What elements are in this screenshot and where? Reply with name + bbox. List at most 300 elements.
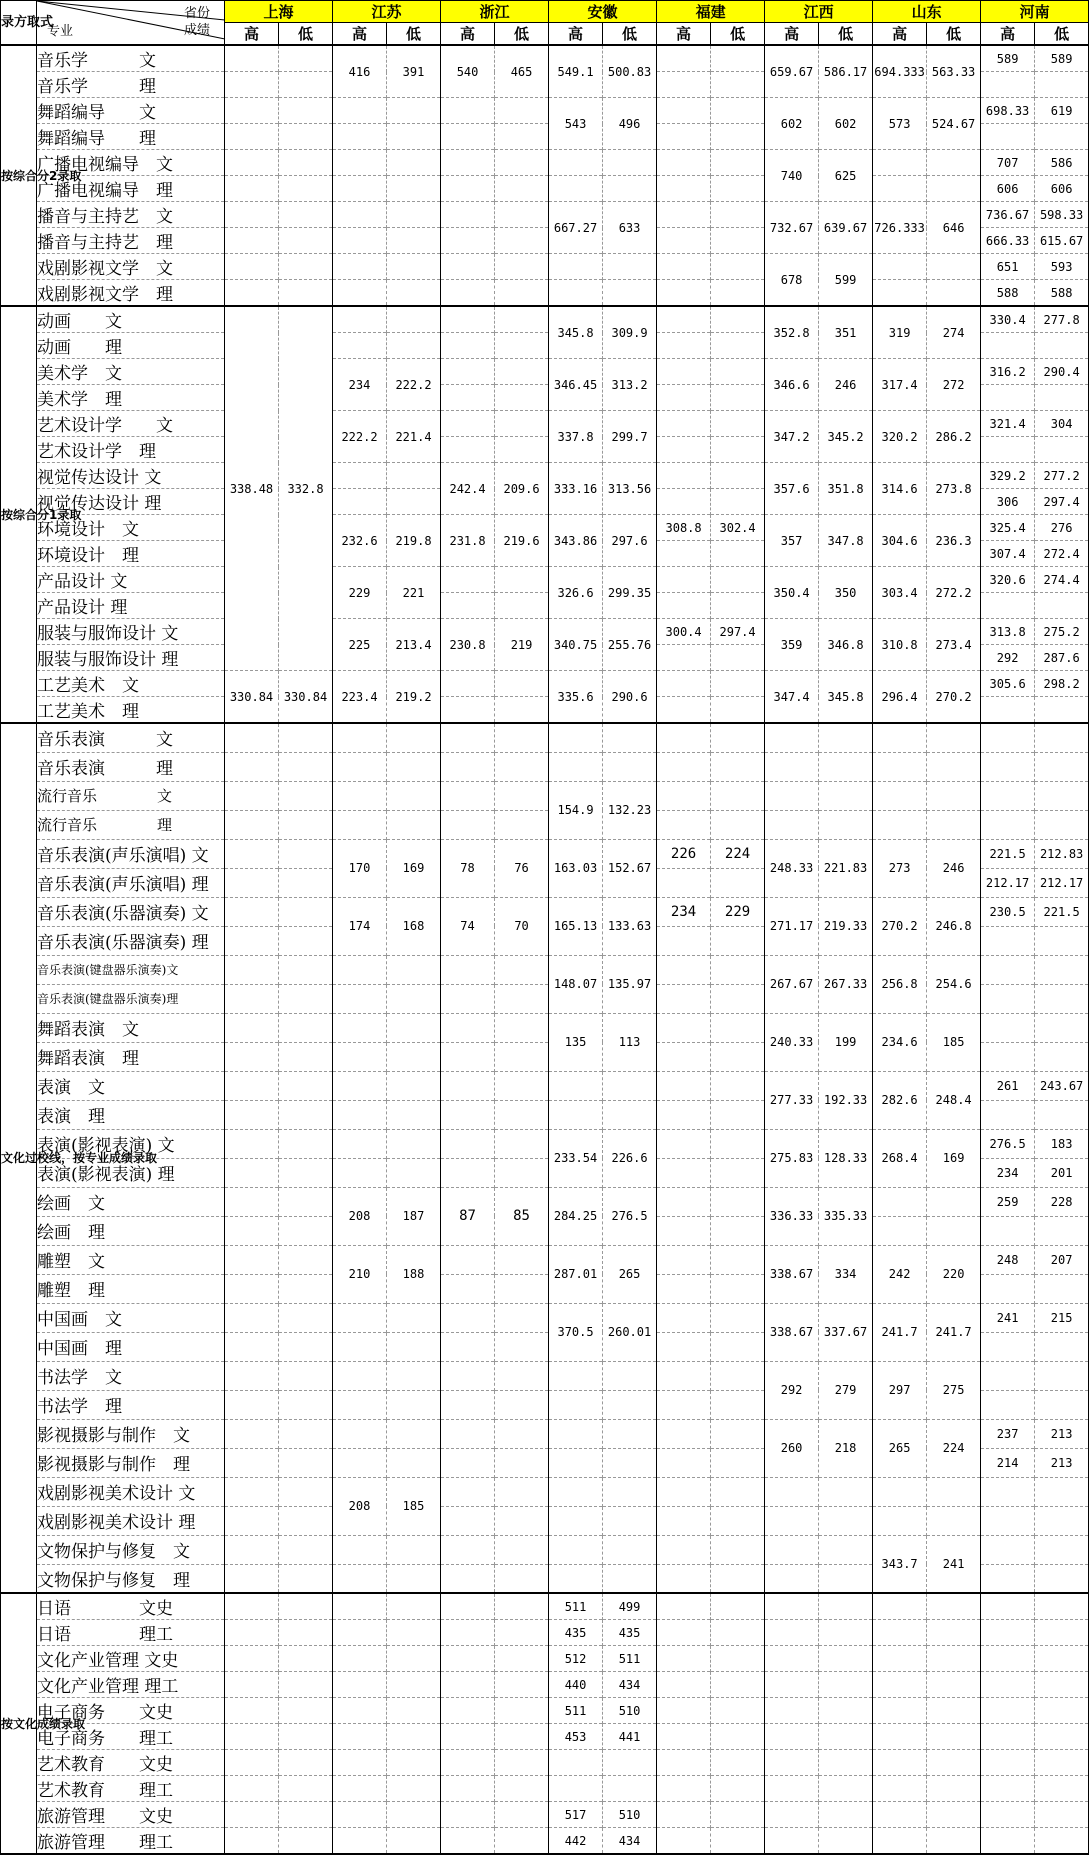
empty-cell	[819, 1620, 873, 1646]
empty-cell	[1035, 1646, 1089, 1672]
admission-mode-cell: 按文化成绩录取	[1, 1593, 37, 1854]
score-cell: 277.2	[1035, 463, 1089, 489]
major-name: 动画 理	[37, 333, 225, 359]
empty-cell	[225, 1303, 279, 1332]
major-name: 服装与服饰设计 理	[37, 645, 225, 671]
empty-cell	[549, 1100, 603, 1129]
empty-cell	[333, 1593, 387, 1620]
empty-cell	[387, 810, 441, 839]
empty-cell	[387, 1129, 441, 1158]
empty-cell	[819, 1776, 873, 1802]
empty-cell	[225, 150, 279, 176]
score-cell: 260.01	[603, 1303, 657, 1361]
empty-cell	[549, 254, 603, 280]
empty-cell	[819, 1672, 873, 1698]
empty-cell	[333, 984, 387, 1013]
empty-cell	[441, 359, 495, 385]
empty-cell	[387, 1802, 441, 1828]
empty-cell	[603, 1361, 657, 1390]
empty-cell	[225, 1332, 279, 1361]
empty-cell	[333, 752, 387, 781]
empty-cell	[711, 868, 765, 897]
empty-cell	[387, 1042, 441, 1071]
score-cell: 314.6	[873, 463, 927, 515]
empty-cell	[225, 72, 279, 98]
empty-cell	[927, 1593, 981, 1620]
empty-cell	[981, 1042, 1035, 1071]
empty-cell	[711, 955, 765, 984]
score-cell: 221.83	[819, 839, 873, 897]
score-cell: 726.333	[873, 202, 927, 254]
empty-cell	[657, 1672, 711, 1698]
score-cell: 343.7	[873, 1535, 927, 1593]
low-label: 低	[603, 23, 657, 46]
score-cell: 589	[1035, 45, 1089, 72]
major-name: 中国画 文	[37, 1303, 225, 1332]
major-name: 音乐学 文	[37, 45, 225, 72]
empty-cell	[225, 1535, 279, 1564]
empty-cell	[819, 1564, 873, 1593]
score-cell: 265	[873, 1419, 927, 1477]
empty-cell	[225, 955, 279, 984]
empty-cell	[873, 280, 927, 307]
empty-cell	[711, 671, 765, 697]
empty-cell	[333, 306, 387, 333]
empty-cell	[333, 1303, 387, 1332]
empty-cell	[495, 1564, 549, 1593]
score-cell: 229	[711, 897, 765, 926]
province-jiangsu: 江苏	[333, 1, 441, 23]
empty-cell	[225, 1448, 279, 1477]
empty-cell	[873, 1620, 927, 1646]
table-row	[1, 1646, 1089, 1672]
empty-cell	[603, 1448, 657, 1477]
empty-cell	[279, 176, 333, 202]
score-cell: 306	[981, 489, 1035, 515]
empty-cell	[711, 1750, 765, 1776]
table-row	[1, 619, 1089, 645]
empty-cell	[981, 926, 1035, 955]
score-cell: 209.6	[495, 463, 549, 515]
score-cell: 325.4	[981, 515, 1035, 541]
empty-cell	[927, 1646, 981, 1672]
score-cell: 241.7	[927, 1303, 981, 1361]
score-cell: 588	[981, 280, 1035, 307]
score-cell: 169	[927, 1129, 981, 1187]
empty-cell	[657, 45, 711, 72]
major-name: 产品设计 理	[37, 593, 225, 619]
empty-cell	[819, 1802, 873, 1828]
score-cell: 347.2	[765, 411, 819, 463]
score-cell: 226.6	[603, 1129, 657, 1187]
empty-cell	[711, 1042, 765, 1071]
empty-cell	[495, 671, 549, 697]
empty-cell	[279, 228, 333, 254]
empty-cell	[441, 1042, 495, 1071]
empty-cell	[333, 1013, 387, 1042]
score-cell: 563.33	[927, 45, 981, 98]
empty-cell	[711, 1071, 765, 1100]
empty-cell	[225, 1419, 279, 1448]
major-name: 动画 文	[37, 306, 225, 333]
score-cell: 732.67	[765, 202, 819, 254]
score-cell: 212.17	[1035, 868, 1089, 897]
score-cell: 659.67	[765, 45, 819, 98]
empty-cell	[225, 124, 279, 150]
empty-cell	[711, 1390, 765, 1419]
score-cell: 310.8	[873, 619, 927, 671]
empty-cell	[279, 72, 333, 98]
empty-cell	[657, 1477, 711, 1506]
empty-cell	[711, 359, 765, 385]
empty-cell	[441, 781, 495, 810]
empty-cell	[441, 984, 495, 1013]
empty-cell	[495, 1419, 549, 1448]
empty-cell	[711, 1448, 765, 1477]
empty-cell	[279, 1129, 333, 1158]
score-cell: 248	[981, 1245, 1035, 1274]
score-cell: 666.33	[981, 228, 1035, 254]
empty-cell	[1035, 1332, 1089, 1361]
empty-cell	[225, 1274, 279, 1303]
empty-cell	[441, 124, 495, 150]
score-cell: 320.2	[873, 411, 927, 463]
empty-cell	[873, 1672, 927, 1698]
empty-cell	[225, 1593, 279, 1620]
score-cell: 201	[1035, 1158, 1089, 1187]
empty-cell	[387, 202, 441, 228]
empty-cell	[333, 1129, 387, 1158]
empty-cell	[225, 176, 279, 202]
empty-cell	[495, 1332, 549, 1361]
score-cell: 271.17	[765, 897, 819, 955]
score-cell: 240.33	[765, 1013, 819, 1071]
score-cell: 87	[441, 1187, 495, 1245]
major-name: 音乐表演 理	[37, 752, 225, 781]
major-name: 旅游管理 文史	[37, 1802, 225, 1828]
empty-cell	[603, 176, 657, 202]
empty-cell	[333, 1448, 387, 1477]
score-cell: 282.6	[873, 1071, 927, 1129]
empty-cell	[711, 567, 765, 593]
score-cell: 313.2	[603, 359, 657, 411]
score-cell: 345.2	[819, 411, 873, 463]
empty-cell	[711, 752, 765, 781]
empty-cell	[873, 1593, 927, 1620]
empty-cell	[495, 202, 549, 228]
empty-cell	[711, 463, 765, 489]
major-name: 文物保护与修复 文	[37, 1535, 225, 1564]
empty-cell	[225, 1158, 279, 1187]
score-cell: 222.2	[387, 359, 441, 411]
empty-cell	[279, 1724, 333, 1750]
score-cell: 231.8	[441, 515, 495, 567]
empty-cell	[927, 280, 981, 307]
empty-cell	[657, 1802, 711, 1828]
empty-cell	[927, 1187, 981, 1216]
empty-cell	[441, 697, 495, 724]
empty-cell	[657, 359, 711, 385]
score-cell: 223.4	[333, 671, 387, 724]
score-cell: 277.33	[765, 1071, 819, 1129]
empty-cell	[981, 1361, 1035, 1390]
score-cell: 268.4	[873, 1129, 927, 1187]
empty-cell	[441, 1245, 495, 1274]
empty-cell	[1035, 697, 1089, 724]
score-cell: 351	[819, 306, 873, 359]
score-cell: 246	[819, 359, 873, 411]
empty-cell	[657, 723, 711, 752]
empty-cell	[711, 437, 765, 463]
empty-cell	[495, 385, 549, 411]
empty-cell	[225, 926, 279, 955]
score-cell: 300.4	[657, 619, 711, 645]
empty-cell	[711, 98, 765, 124]
score-cell: 337.8	[549, 411, 603, 463]
empty-cell	[225, 98, 279, 124]
empty-cell	[981, 1646, 1035, 1672]
empty-cell	[819, 1646, 873, 1672]
empty-cell	[387, 1828, 441, 1855]
empty-cell	[981, 1698, 1035, 1724]
empty-cell	[765, 1698, 819, 1724]
empty-cell	[711, 1477, 765, 1506]
score-cell: 313.56	[603, 463, 657, 515]
score-cell: 152.67	[603, 839, 657, 897]
table-row	[1, 897, 1089, 926]
empty-cell	[495, 1042, 549, 1071]
empty-cell	[657, 697, 711, 724]
empty-cell	[657, 437, 711, 463]
empty-cell	[279, 752, 333, 781]
empty-cell	[333, 1042, 387, 1071]
empty-cell	[981, 437, 1035, 463]
empty-cell	[1035, 593, 1089, 619]
score-cell: 292	[981, 645, 1035, 671]
score-cell: 435	[603, 1620, 657, 1646]
empty-cell	[1035, 1477, 1089, 1506]
empty-cell	[549, 1390, 603, 1419]
empty-cell	[711, 810, 765, 839]
score-cell: 297.6	[603, 515, 657, 567]
empty-cell	[765, 1724, 819, 1750]
empty-cell	[711, 984, 765, 1013]
score-cell: 284.25	[549, 1187, 603, 1245]
empty-cell	[981, 1672, 1035, 1698]
empty-cell	[495, 1274, 549, 1303]
score-cell: 276.5	[981, 1129, 1035, 1158]
score-cell: 309.9	[603, 306, 657, 359]
corner-label-province: 省份	[183, 6, 210, 21]
empty-cell	[657, 150, 711, 176]
empty-cell	[279, 1216, 333, 1245]
score-cell: 588	[1035, 280, 1089, 307]
score-cell: 154.9	[549, 781, 603, 839]
empty-cell	[279, 1245, 333, 1274]
empty-cell	[441, 1013, 495, 1042]
empty-cell	[819, 1506, 873, 1535]
major-name: 服装与服饰设计 文	[37, 619, 225, 645]
empty-cell	[387, 1071, 441, 1100]
major-name: 工艺美术 理	[37, 697, 225, 724]
high-label: 高	[441, 23, 495, 46]
empty-cell	[1035, 385, 1089, 411]
table-row	[1, 1620, 1089, 1646]
score-cell: 602	[819, 98, 873, 150]
empty-cell	[279, 1564, 333, 1593]
empty-cell	[279, 1646, 333, 1672]
score-cell: 599	[819, 254, 873, 307]
empty-cell	[279, 1187, 333, 1216]
score-cell: 337.67	[819, 1303, 873, 1361]
empty-cell	[711, 228, 765, 254]
empty-cell	[387, 333, 441, 359]
score-cell: 192.33	[819, 1071, 873, 1129]
score-cell: 740	[765, 150, 819, 202]
empty-cell	[225, 1828, 279, 1855]
score-cell: 233.54	[549, 1129, 603, 1187]
score-cell: 188	[387, 1245, 441, 1303]
empty-cell	[657, 202, 711, 228]
empty-cell	[549, 752, 603, 781]
empty-cell	[1035, 1828, 1089, 1855]
score-cell: 308.8	[657, 515, 711, 541]
score-cell: 286.2	[927, 411, 981, 463]
empty-cell	[873, 1724, 927, 1750]
high-label: 高	[225, 23, 279, 46]
empty-cell	[549, 280, 603, 307]
score-cell: 698.33	[981, 98, 1035, 124]
empty-cell	[1035, 1802, 1089, 1828]
empty-cell	[387, 1332, 441, 1361]
empty-cell	[657, 1535, 711, 1564]
empty-cell	[657, 463, 711, 489]
empty-cell	[981, 697, 1035, 724]
empty-cell	[441, 411, 495, 437]
empty-cell	[1035, 1724, 1089, 1750]
empty-cell	[1035, 752, 1089, 781]
table-row	[1, 1187, 1089, 1216]
empty-cell	[819, 1724, 873, 1750]
score-cell: 170	[333, 839, 387, 897]
score-cell: 113	[603, 1013, 657, 1071]
table-row	[1, 1071, 1089, 1100]
empty-cell	[495, 1477, 549, 1506]
empty-cell	[711, 1698, 765, 1724]
empty-cell	[387, 1698, 441, 1724]
table-row	[1, 1828, 1089, 1855]
empty-cell	[981, 1802, 1035, 1828]
empty-cell	[603, 1535, 657, 1564]
major-name: 表演(影视表演) 理	[37, 1158, 225, 1187]
empty-cell	[765, 1535, 819, 1564]
score-cell: 219.6	[495, 515, 549, 567]
major-name: 产品设计 文	[37, 567, 225, 593]
empty-cell	[333, 1776, 387, 1802]
score-cell: 168	[387, 897, 441, 955]
score-cell: 667.27	[549, 202, 603, 254]
empty-cell	[441, 1158, 495, 1187]
score-cell: 78	[441, 839, 495, 897]
low-label: 低	[927, 23, 981, 46]
empty-cell	[225, 202, 279, 228]
score-cell: 345.8	[549, 306, 603, 359]
score-cell: 316.2	[981, 359, 1035, 385]
empty-cell	[1035, 1564, 1089, 1593]
score-cell: 213	[1035, 1448, 1089, 1477]
major-name: 舞蹈表演 文	[37, 1013, 225, 1042]
empty-cell	[279, 1332, 333, 1361]
empty-cell	[657, 1013, 711, 1042]
empty-cell	[279, 98, 333, 124]
empty-cell	[441, 1361, 495, 1390]
empty-cell	[333, 254, 387, 280]
major-name: 文物保护与修复 理	[37, 1564, 225, 1593]
empty-cell	[873, 1828, 927, 1855]
empty-cell	[495, 984, 549, 1013]
empty-cell	[711, 1303, 765, 1332]
empty-cell	[225, 723, 279, 752]
empty-cell	[225, 1750, 279, 1776]
empty-cell	[657, 593, 711, 619]
empty-cell	[657, 1129, 711, 1158]
empty-cell	[1035, 1506, 1089, 1535]
major-name: 雕塑 理	[37, 1274, 225, 1303]
empty-cell	[981, 72, 1035, 98]
empty-cell	[495, 1361, 549, 1390]
major-name: 舞蹈表演 理	[37, 1042, 225, 1071]
empty-cell	[657, 781, 711, 810]
major-name: 音乐表演(乐器演奏) 文	[37, 897, 225, 926]
empty-cell	[495, 124, 549, 150]
score-cell: 221.5	[981, 839, 1035, 868]
score-cell: 350.4	[765, 567, 819, 619]
empty-cell	[711, 306, 765, 333]
major-name: 雕塑 文	[37, 1245, 225, 1274]
empty-cell	[657, 1564, 711, 1593]
empty-cell	[819, 1593, 873, 1620]
empty-cell	[927, 150, 981, 176]
mode-header-cell	[1, 1, 54, 46]
empty-cell	[927, 1724, 981, 1750]
empty-cell	[711, 541, 765, 567]
score-cell: 163.03	[549, 839, 603, 897]
score-cell: 246.8	[927, 897, 981, 955]
score-cell: 290.4	[1035, 359, 1089, 385]
empty-cell	[225, 1564, 279, 1593]
empty-cell	[873, 1750, 927, 1776]
empty-cell	[279, 1672, 333, 1698]
empty-cell	[495, 254, 549, 280]
empty-cell	[441, 1129, 495, 1158]
empty-cell	[549, 1506, 603, 1535]
empty-cell	[603, 1071, 657, 1100]
empty-cell	[333, 1672, 387, 1698]
score-cell: 275.83	[765, 1129, 819, 1187]
empty-cell	[387, 1646, 441, 1672]
major-name: 绘画 文	[37, 1187, 225, 1216]
empty-cell	[657, 1776, 711, 1802]
empty-cell	[441, 98, 495, 124]
empty-cell	[711, 1776, 765, 1802]
score-cell: 241	[927, 1535, 981, 1593]
major-name: 表演 理	[37, 1100, 225, 1129]
score-cell: 651	[981, 254, 1035, 280]
empty-cell	[225, 1724, 279, 1750]
score-cell: 303.4	[873, 567, 927, 619]
empty-cell	[981, 810, 1035, 839]
score-cell: 292	[765, 1361, 819, 1419]
